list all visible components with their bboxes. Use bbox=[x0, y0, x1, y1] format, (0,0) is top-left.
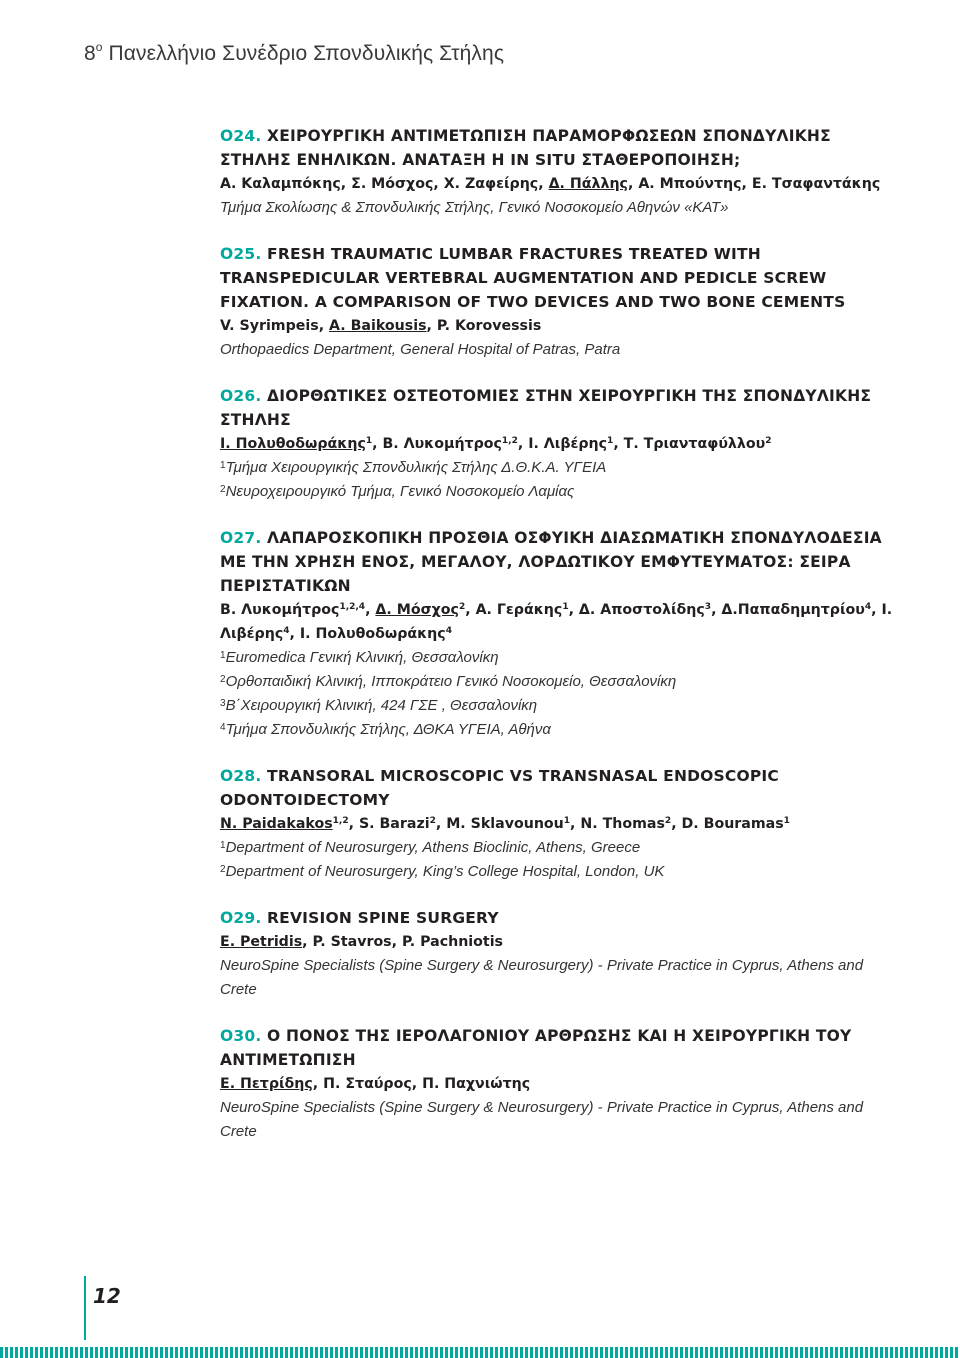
abstract-title bbox=[220, 526, 900, 598]
abstracts-list bbox=[220, 124, 900, 1166]
abstract-title bbox=[220, 764, 900, 812]
author-list bbox=[220, 432, 900, 456]
affiliation bbox=[220, 196, 900, 220]
presenting-author: Ι. Πολυθοδωράκης bbox=[220, 436, 366, 452]
presenting-author: N. Paidakakos bbox=[220, 816, 333, 832]
presenting-author: Δ. Πάλλης bbox=[548, 176, 628, 192]
abstract-code: Ο26. bbox=[220, 387, 262, 405]
author-list bbox=[220, 314, 900, 338]
author-separator: , bbox=[538, 176, 549, 192]
author-separator: , bbox=[568, 602, 579, 618]
author-affiliation-mark: 1,2,4 bbox=[339, 602, 366, 612]
abstract-title bbox=[220, 242, 900, 314]
abstract-title bbox=[220, 906, 900, 930]
conference-number: 8 bbox=[84, 42, 96, 65]
abstract-code: Ο25. bbox=[220, 245, 262, 263]
abstract-entry bbox=[220, 906, 900, 1002]
author-separator: , bbox=[312, 1076, 324, 1092]
author: P. Stavros bbox=[312, 934, 392, 950]
affiliation-text: NeuroSpine Specialists (Spine Surgery & Neurosurgery) - Private Practice in Cyprus, Athens and Crete bbox=[220, 1099, 864, 1140]
abstract-entry bbox=[220, 242, 900, 362]
presenting-author: A. Baikousis bbox=[329, 318, 427, 334]
affiliation-text: NeuroSpine Specialists (Spine Surgery & Neurosurgery) - Private Practice in Cyprus, Athens and Crete bbox=[220, 957, 864, 998]
abstract-entry bbox=[220, 124, 900, 220]
author-affiliation-mark: 1,2 bbox=[501, 436, 518, 446]
affiliation bbox=[220, 1096, 900, 1144]
abstract-entry bbox=[220, 1024, 900, 1144]
affiliation-text: Department of Neurosurgery, King’s College Hospital, London, UK bbox=[225, 863, 665, 880]
affiliation bbox=[220, 694, 900, 718]
footer-stripe bbox=[0, 1347, 960, 1358]
author: Ι. Πολυθοδωράκης bbox=[299, 626, 446, 642]
abstract-title-text: ΔΙΟΡΘΩΤΙΚΕΣ ΟΣΤΕΟΤΟΜΙΕΣ ΣΤΗΝ ΧΕΙΡΟΥΡΓΙΚΗ ΤΗΣ ΣΠΟΝΔΥΛΙΚΗΣ ΣΤΗΛΗΣ bbox=[220, 387, 872, 429]
author-separator: , bbox=[348, 816, 359, 832]
author-separator: , bbox=[435, 816, 447, 832]
author-affiliation-mark: 2 bbox=[664, 816, 672, 826]
affiliation bbox=[220, 646, 900, 670]
affiliation bbox=[220, 480, 900, 504]
author-separator: , bbox=[671, 816, 682, 832]
author: Σ. Μόσχος bbox=[351, 176, 434, 192]
author-separator: , bbox=[302, 934, 313, 950]
author-separator: , bbox=[318, 318, 330, 334]
abstract-entry bbox=[220, 384, 900, 504]
author-affiliation-mark: 4 bbox=[445, 626, 452, 636]
abstract-title-text: FRESH TRAUMATIC LUMBAR FRACTURES TREATED WITH TRANSPEDICULAR VERTEBRAL AUGMENTATION AND PEDICLE SCREW FIXATION. A COMPARISON OF TWO DEVICES AND TWO BONE CEMENTS bbox=[220, 245, 846, 311]
author: Ι. Λιβέρης bbox=[528, 436, 608, 452]
abstract-title bbox=[220, 124, 900, 172]
affiliation-mark: 2 bbox=[220, 484, 226, 495]
author-separator: , bbox=[871, 602, 882, 618]
author: M. Sklavounou bbox=[446, 816, 564, 832]
affiliation-mark: 1 bbox=[220, 650, 226, 661]
page-number-rule bbox=[84, 1276, 86, 1340]
abstract-code: Ο27. bbox=[220, 529, 262, 547]
affiliation-text: Euromedica Γενική Κλινική, Θεσσαλονίκη bbox=[225, 649, 499, 666]
author: Δ.Παπαδημητρίου bbox=[721, 602, 865, 618]
author-affiliation-mark: 3 bbox=[704, 602, 712, 612]
author-separator: , bbox=[411, 1076, 423, 1092]
affiliation-text: Ορθοπαιδική Κλινική, Ιπποκράτειο Γενικό Νοσοκομείο, Θεσσαλονίκη bbox=[225, 673, 677, 690]
abstract-title bbox=[220, 384, 900, 432]
author-list bbox=[220, 598, 900, 646]
author-affiliation-mark: 1 bbox=[562, 602, 569, 612]
abstract-title-text: ΛΑΠΑΡΟΣΚΟΠΙΚΗ ΠΡΟΣΘΙΑ ΟΣΦΥΙΚΗ ΔΙΑΣΩΜΑΤΙΚΗ ΣΠΟΝΔΥΛΟΔΕΣΙΑ ΜΕ ΤΗΝ ΧΡΗΣΗ ΕΝΟΣ, ΜΕΓΑΛΟΥ, ΛΟΡΔΩΤΙΚΟΥ ΕΜΦΥΤΕΥΜΑΤΟΣ: ΣΕΙΡΑ ΠΕΡΙΣΤΑΤΙΚΩΝ bbox=[220, 529, 882, 595]
author-affiliation-mark: 1 bbox=[365, 436, 373, 446]
author-affiliation-mark: 2 bbox=[765, 436, 772, 446]
author: Ε. Τσαφαντάκης bbox=[751, 176, 881, 192]
affiliation-text: Τμήμα Σπονδυλικής Στήλης, ΔΘΚΑ ΥΓΕΙΑ, Αθήνα bbox=[225, 721, 551, 738]
author: Β. Λυκομήτρος bbox=[220, 602, 340, 618]
author: Α. Γεράκης bbox=[475, 602, 563, 618]
author-separator: , bbox=[613, 436, 624, 452]
ordinal-suffix: ο bbox=[95, 40, 103, 54]
author-separator: , bbox=[372, 436, 383, 452]
affiliation-text: Orthopaedics Department, General Hospital of Patras, Patra bbox=[220, 341, 621, 358]
author: Α. Μπούντης bbox=[638, 176, 742, 192]
affiliation-mark: 2 bbox=[220, 864, 226, 875]
presenting-author: E. Petridis bbox=[220, 934, 303, 950]
author-list bbox=[220, 172, 900, 196]
author-affiliation-mark: 1 bbox=[607, 436, 614, 446]
author-list bbox=[220, 930, 900, 954]
affiliation-mark: 4 bbox=[220, 722, 226, 733]
affiliation-mark: 1 bbox=[220, 460, 226, 471]
author-separator: , bbox=[391, 934, 402, 950]
affiliation bbox=[220, 456, 900, 480]
affiliation-text: Department of Neurosurgery, Athens Bioclinic, Athens, Greece bbox=[225, 839, 641, 856]
author: Ι. Λιβέρης bbox=[220, 602, 893, 642]
author: N. Thomas bbox=[580, 816, 665, 832]
author-list bbox=[220, 1072, 900, 1096]
author: Β. Λυκομήτρος bbox=[382, 436, 502, 452]
author-affiliation-mark: 1 bbox=[563, 816, 571, 826]
author-affiliation-mark: 4 bbox=[283, 626, 290, 636]
affiliation-text: Β΄Χειρουργική Κλινική, 424 ΓΣΕ , Θεσσαλονίκη bbox=[225, 697, 538, 714]
abstract-code: Ο30. bbox=[220, 1027, 262, 1045]
author: Δ. Αποστολίδης bbox=[578, 602, 705, 618]
author-separator: , bbox=[627, 176, 639, 192]
author-separator: , bbox=[340, 176, 352, 192]
abstract-code: Ο29. bbox=[220, 909, 262, 927]
abstract-title-text: ΧΕΙΡΟΥΡΓΙΚΗ ΑΝΤΙΜΕΤΩΠΙΣΗ ΠΑΡΑΜΟΡΦΩΣΕΩΝ ΣΠΟΝΔΥΛΙΚΗΣ ΣΤΗΛΗΣ ΕΝΗΛΙΚΩΝ. ΑΝΑΤΑΞΗ Η IN SITU ΣΤΑΘΕΡΟΠΟΙΗΣΗ; bbox=[220, 127, 831, 169]
affiliation bbox=[220, 836, 900, 860]
author-affiliation-mark: 2 bbox=[458, 602, 466, 612]
affiliation bbox=[220, 338, 900, 362]
author: D. Bouramas bbox=[681, 816, 784, 832]
author: V. Syrimpeis bbox=[220, 318, 319, 334]
author-separator: , bbox=[433, 176, 444, 192]
affiliation-text: Νευροχειρουργικό Τμήμα, Γενικό Νοσοκομείο Λαμίας bbox=[225, 483, 575, 500]
abstract-code: Ο28. bbox=[220, 767, 262, 785]
abstract-code: Ο24. bbox=[220, 127, 262, 145]
abstract-entry bbox=[220, 764, 900, 884]
author-separator: , bbox=[711, 602, 722, 618]
page-number: 12 bbox=[93, 1284, 121, 1308]
affiliation-mark: 1 bbox=[220, 840, 226, 851]
presenting-author: Ε. Πετρίδης bbox=[220, 1076, 313, 1092]
affiliation-mark: 2 bbox=[220, 674, 226, 685]
presenting-author: Δ. Μόσχος bbox=[375, 602, 459, 618]
abstract-entry bbox=[220, 526, 900, 742]
author: P. Korovessis bbox=[436, 318, 542, 334]
author-list bbox=[220, 812, 900, 836]
author: Χ. Ζαφείρης bbox=[443, 176, 539, 192]
author: Α. Καλαμπόκης bbox=[220, 176, 341, 192]
author-separator: , bbox=[570, 816, 581, 832]
author-separator: , bbox=[517, 436, 529, 452]
author-affiliation-mark: 2 bbox=[429, 816, 436, 826]
affiliation-text: Τμήμα Χειρουργικής Σπονδυλικής Στήλης Δ.Θ.Κ.Α. ΥΓΕΙΑ bbox=[225, 459, 607, 476]
affiliation bbox=[220, 954, 900, 1002]
author-separator: , bbox=[365, 602, 376, 618]
abstract-title-text: REVISION SPINE SURGERY bbox=[267, 909, 499, 927]
author-affiliation-mark: 1,2 bbox=[332, 816, 349, 826]
author: Π. Σταύρος bbox=[323, 1076, 412, 1092]
affiliation bbox=[220, 718, 900, 742]
author-separator: , bbox=[465, 602, 476, 618]
conference-title: Πανελλήνιο Συνέδριο Σπονδυλικής Στήλης bbox=[102, 42, 505, 65]
author-separator: , bbox=[289, 626, 300, 642]
affiliation bbox=[220, 860, 900, 884]
author-affiliation-mark: 1 bbox=[783, 816, 790, 826]
abstract-title-text: Ο ΠΟΝΟΣ ΤΗΣ ΙΕΡΟΛΑΓΟΝΙΟΥ ΑΡΘΡΩΣΗΣ ΚΑΙ Η ΧΕΙΡΟΥΡΓΙΚΗ ΤΟΥ ΑΝΤΙΜΕΤΩΠΙΣΗ bbox=[220, 1027, 852, 1069]
author-separator: , bbox=[741, 176, 752, 192]
author: Π. Παχνιώτης bbox=[422, 1076, 531, 1092]
abstract-title-text: TRANSORAL MICROSCOPIC VS TRANSNASAL ENDOSCOPIC ODONTOIDECTOMY bbox=[220, 767, 779, 809]
author: S. Barazi bbox=[358, 816, 430, 832]
page-header bbox=[84, 42, 504, 66]
author: Τ. Τριανταφύλλου bbox=[623, 436, 766, 452]
author-separator: , bbox=[426, 318, 437, 334]
affiliation bbox=[220, 670, 900, 694]
author: P. Pachniotis bbox=[401, 934, 504, 950]
affiliation-text: Τμήμα Σκολίωσης & Σπονδυλικής Στήλης, Γενικό Νοσοκομείο Αθηνών «ΚΑΤ» bbox=[220, 199, 729, 216]
affiliation-mark: 3 bbox=[220, 698, 226, 709]
abstract-title bbox=[220, 1024, 900, 1072]
author-affiliation-mark: 4 bbox=[864, 602, 872, 612]
